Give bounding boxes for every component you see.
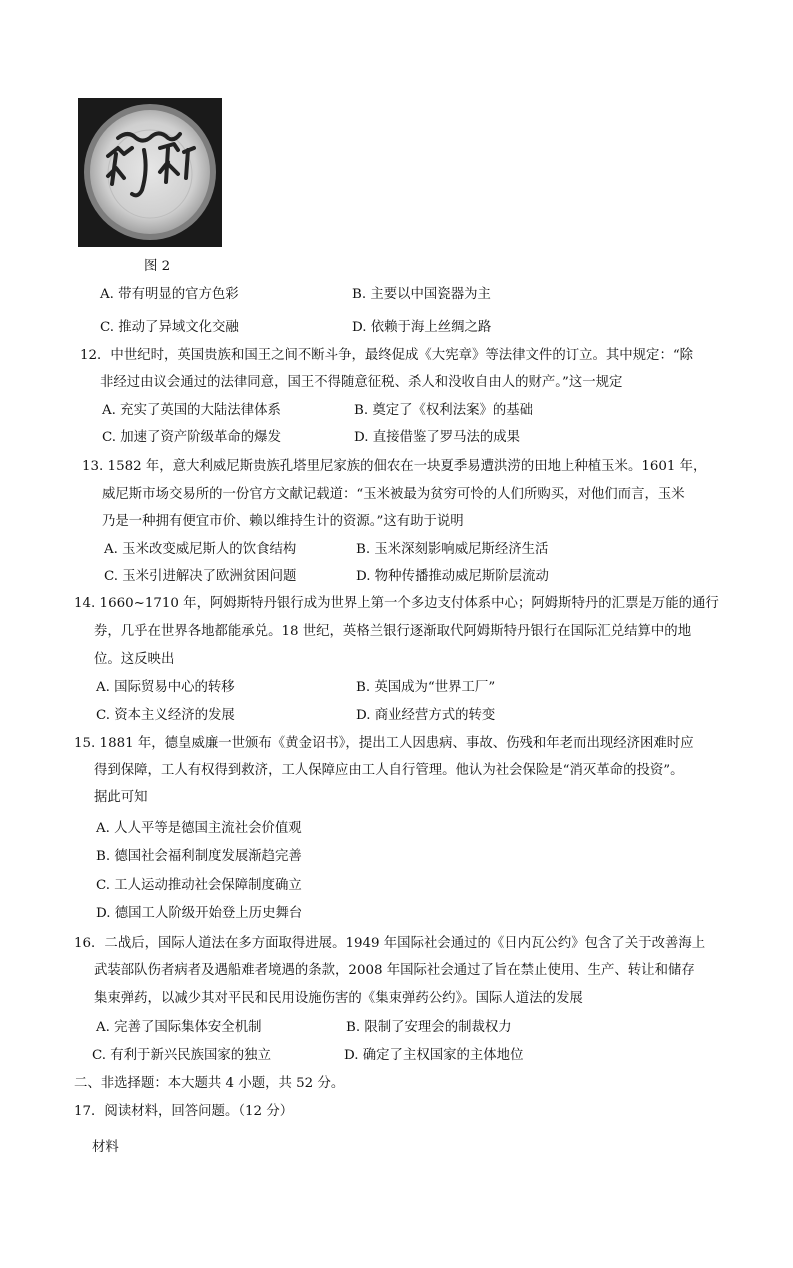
q15-option-b: B. 德国社会福利制度发展渐趋完善 bbox=[96, 849, 302, 864]
q17-material-label: 材料 bbox=[92, 1140, 119, 1155]
q12-option-c: C. 加速了资产阶级革命的爆发 bbox=[102, 430, 281, 445]
q16-option-d: D. 确定了主权国家的主体地位 bbox=[344, 1048, 524, 1063]
q11-option-c: C. 推动了异域文化交融 bbox=[100, 320, 239, 335]
q15-stem-line: 得到保障，工人有权得到救济，工人保障应由工人自行管理。他认为社会保险是“消灭革命的投资”。 bbox=[94, 763, 684, 778]
q13-stem-line: 乃是一种拥有便宜市价、赖以维持生计的资源。”这有助于说明 bbox=[102, 514, 464, 529]
q13-stem-line: 威尼斯市场交易所的一份官方文献记载道：“玉米被最为贫穷可怜的人们所购买，对他们而言，玉米 bbox=[102, 487, 685, 502]
q15-option-c: C. 工人运动推动社会保障制度确立 bbox=[96, 878, 302, 893]
q12-stem-line: 12．中世纪时，英国贵族和国王之间不断斗争，最终促成《大宪章》等法律文件的订立。其中规定：“除 bbox=[80, 348, 694, 363]
q16-option-c: C. 有利于新兴民族国家的独立 bbox=[92, 1048, 271, 1063]
q14-stem-line: 券，几乎在世界各地都能承兑。18 世纪，英格兰银行逐渐取代阿姆斯特丹银行在国际汇兑结算中的地 bbox=[94, 624, 692, 639]
q11-option-b: B. 主要以中国瓷器为主 bbox=[352, 287, 491, 302]
q15-stem-line: 据此可知 bbox=[94, 790, 148, 805]
q12-stem-line: 非经过由议会通过的法律同意，国王不得随意征税、杀人和没收自由人的财产。”这一规定 bbox=[100, 375, 623, 390]
q14-stem-line: 位。这反映出 bbox=[94, 652, 175, 667]
q16-stem-line: 集束弹药，以减少其对平民和民用设施伤害的《集束弹药公约》。国际人道法的发展 bbox=[94, 991, 583, 1006]
q13-option-d: D. 物种传播推动威尼斯阶层流动 bbox=[356, 569, 549, 584]
q14-option-a: A. 国际贸易中心的转移 bbox=[96, 680, 235, 695]
q12-option-a: A. 充实了英国的大陆法律体系 bbox=[102, 403, 281, 418]
q12-option-d: D. 直接借鉴了罗马法的成果 bbox=[354, 430, 521, 445]
q11-option-d: D. 依赖于海上丝绸之路 bbox=[352, 320, 492, 335]
q15-stem-line: 15. 1881 年，德皇威廉一世颁布《黄金诏书》，提出工人因患病、事故、伤残和年老而出现经济困难时应 bbox=[74, 736, 694, 751]
figure-caption: 图 2 bbox=[144, 259, 171, 274]
q11-option-a: A. 带有明显的官方色彩 bbox=[100, 287, 239, 302]
q14-option-b: B. 英国成为“世界工厂” bbox=[356, 680, 496, 695]
q16-stem-line: 16．二战后，国际人道法在多方面取得进展。1949 年国际社会通过的《日内瓦公约》包含了关于改善海上 bbox=[74, 936, 706, 951]
q13-option-b: B. 玉米深刻影响威尼斯经济生活 bbox=[356, 542, 549, 557]
section-heading: 二、非选择题：本大题共 4 小题，共 52 分。 bbox=[74, 1076, 345, 1091]
q16-stem-line: 武装部队伤者病者及遇船难者境遇的条款，2008 年国际社会通过了旨在禁止使用、生产、转让和储存 bbox=[94, 963, 695, 978]
q16-option-b: B. 限制了安理会的制裁权力 bbox=[346, 1020, 512, 1035]
q12-option-b: B. 奠定了《权利法案》的基础 bbox=[354, 403, 534, 418]
q13-option-a: A. 玉米改变威尼斯人的饮食结构 bbox=[104, 542, 297, 557]
q15-option-d: D. 德国工人阶级开始登上历史舞台 bbox=[96, 906, 303, 921]
q14-option-c: C. 资本主义经济的发展 bbox=[96, 708, 235, 723]
q15-option-a: A. 人人平等是德国主流社会价值观 bbox=[96, 821, 302, 836]
q13-stem-line: 13. 1582 年，意大利威尼斯贵族孔塔里尼家族的佃农在一块夏季易遭洪涝的田地上种植玉米。1601 年， bbox=[82, 459, 707, 474]
q14-stem-line: 14. 1660~1710 年，阿姆斯特丹银行成为世界上第一个多边支付体系中心；阿姆斯特丹的汇票是万能的通行 bbox=[74, 596, 719, 611]
q14-option-d: D. 商业经营方式的转变 bbox=[356, 708, 496, 723]
plate-photo bbox=[78, 98, 222, 247]
q13-option-c: C. 玉米引进解决了欧洲贫困问题 bbox=[104, 569, 297, 584]
q17-prompt: 17．阅读材料，回答问题。（12 分） bbox=[74, 1104, 294, 1119]
q16-option-a: A. 完善了国际集体安全机制 bbox=[96, 1020, 262, 1035]
